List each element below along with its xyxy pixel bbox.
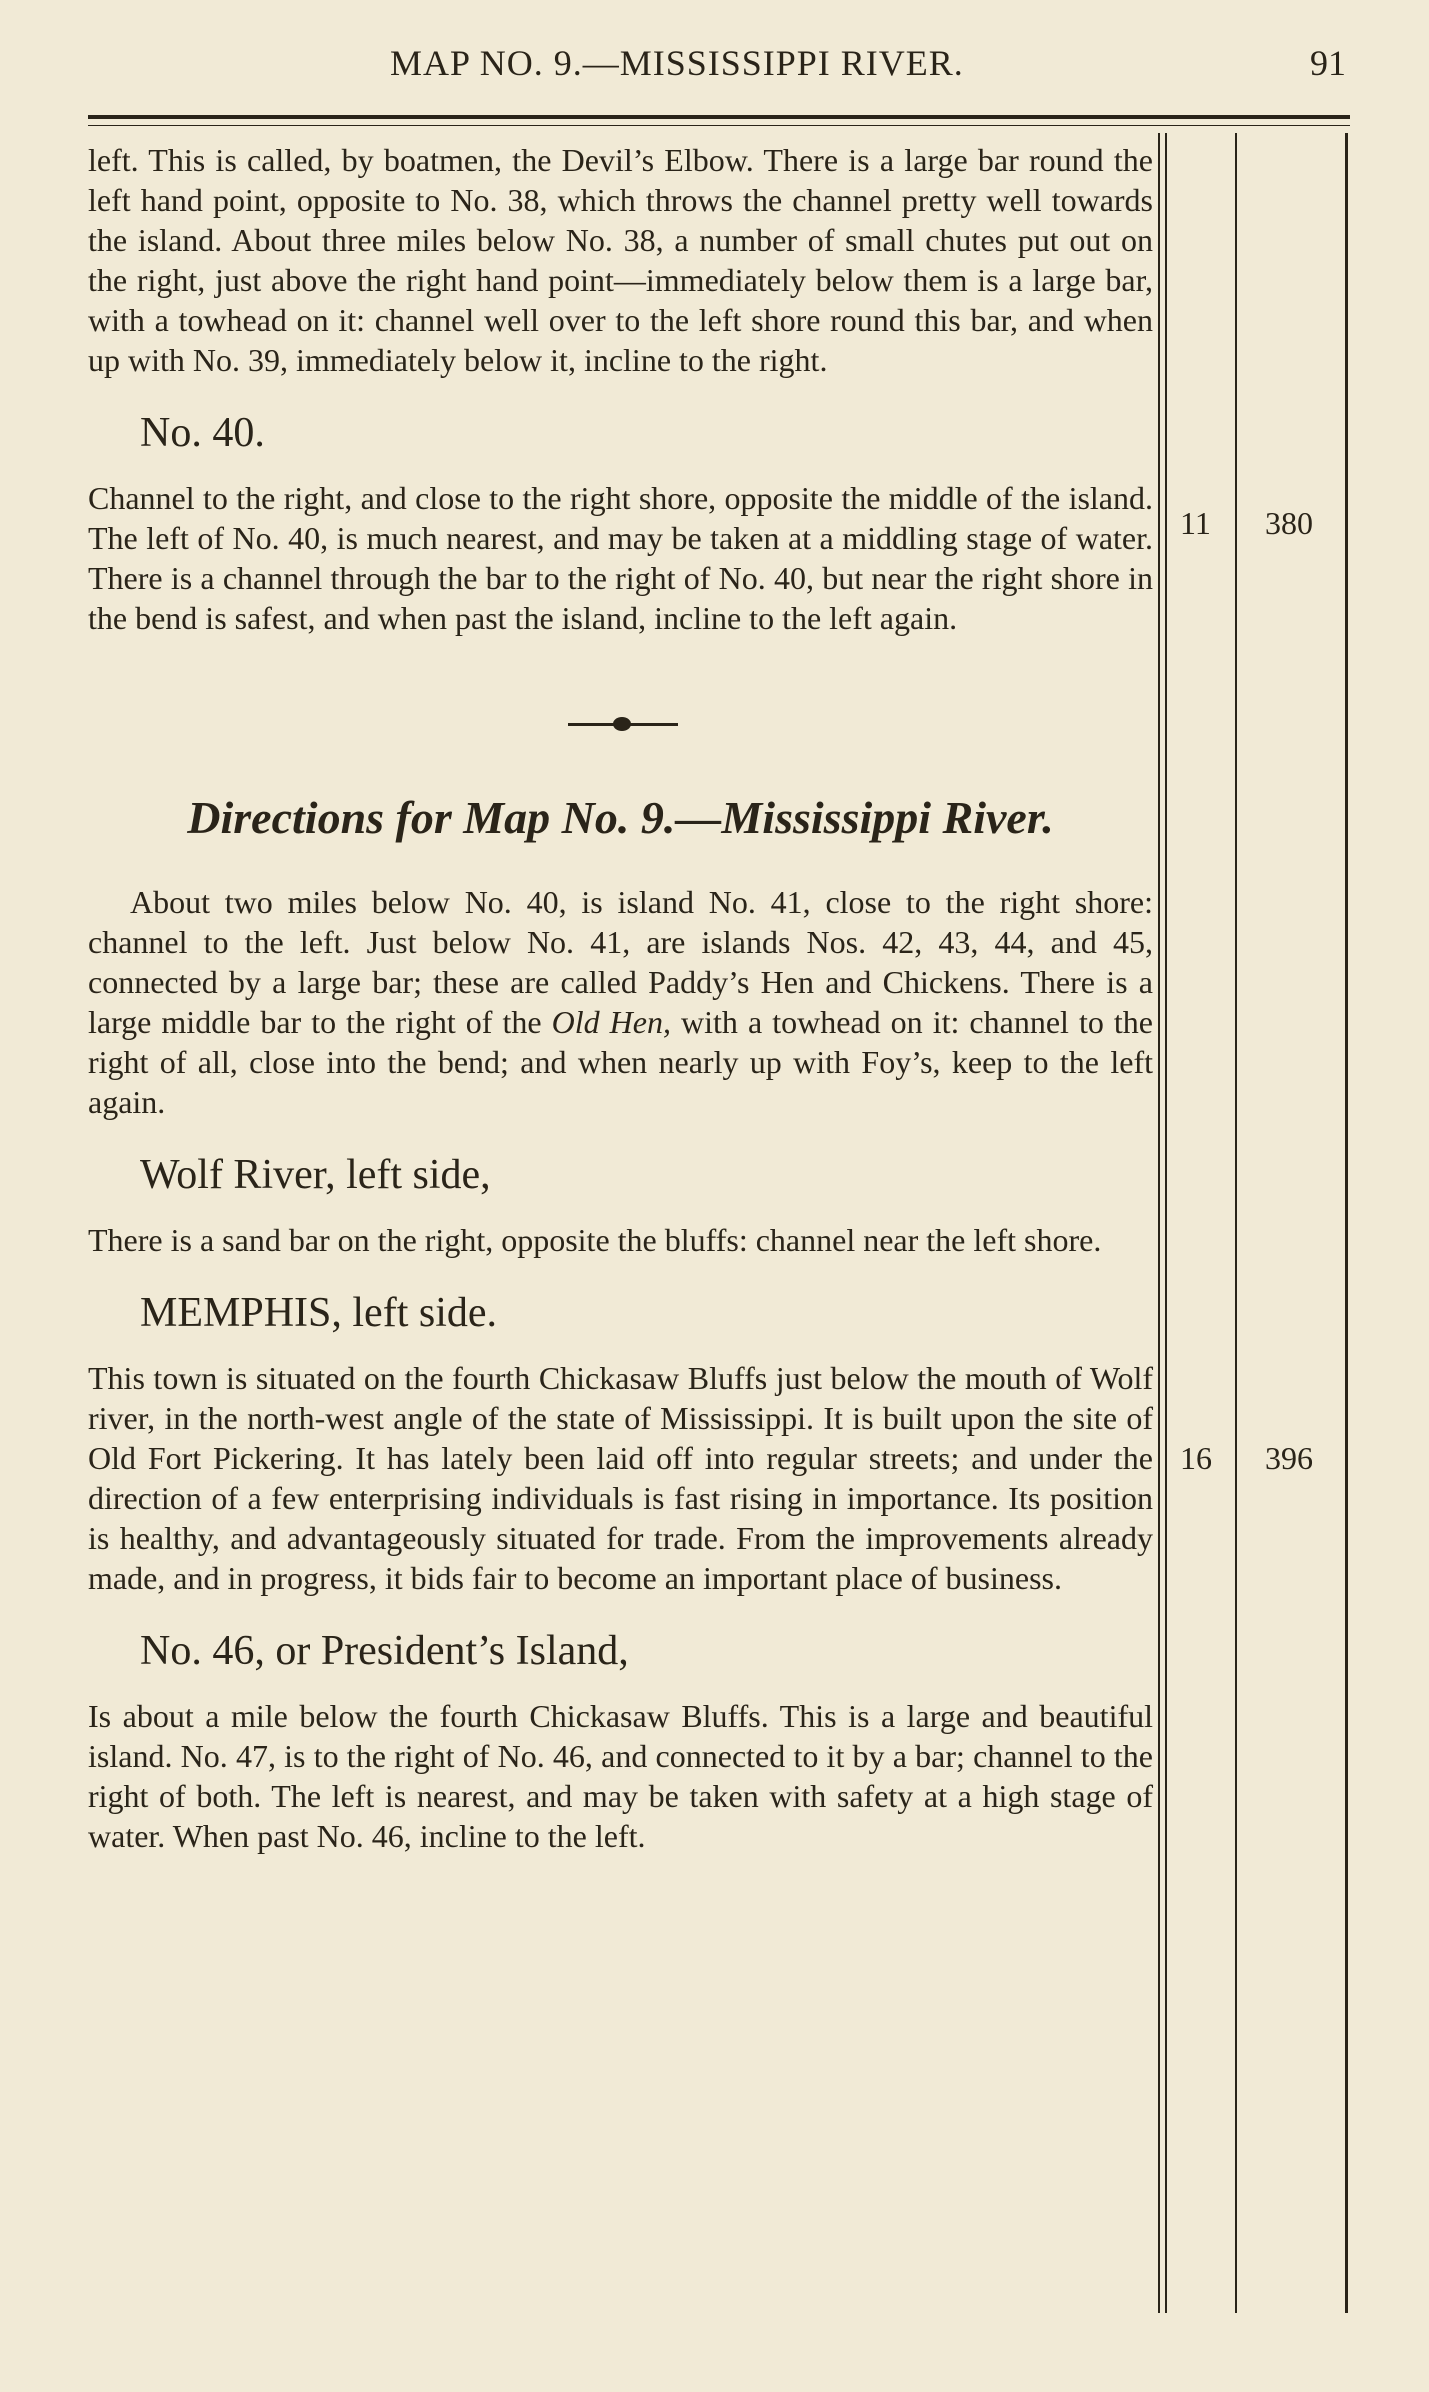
header-rule-thick [88, 115, 1350, 119]
cumulative-wolf-river: 396 [1265, 1440, 1313, 1476]
distance-wolf-river: 16 [1180, 1440, 1212, 1476]
column-rule [1235, 133, 1237, 2313]
heading-memphis: MEMPHIS, left side. [140, 1290, 498, 1336]
distance-no-40: 11 [1180, 505, 1211, 541]
paragraph-intro: About two miles below No. 40, is island No. 41, close to the right shore: channel to the left. Just below No. 41, are islands Nos. 42, 43, 44, and 45, connected by a large bar; these are called Paddy’s Hen and Chickens. There is a large middle bar to the right of the Old Hen, with a towhead on it: channel to the right of all, close into the bend; and when nearly up with Foy’s, keep to the left again. [88, 884, 1154, 1120]
italic-old-hen: Old Hen, [551, 1004, 671, 1040]
heading-no-46: No. 46, or President’s Island, [140, 1628, 629, 1674]
paragraph-memphis: This town is situated on the fourth Chickasaw Bluffs just below the mouth of Wolf river, in the north-west angle of the state of Mississippi. It is built upon the site of Old Fort Pickering. It has lately been laid off into regular streets; and under the direction of a few enterprising individuals is fast rising in importance. Its position is healthy, and advantageously situated for trade. From the improvements already made, and in progress, it bids fair to become an important place of business. [88, 1360, 1153, 1596]
paragraph-wolf-river: There is a sand bar on the right, opposite the bluffs: channel near the left shore. [88, 1222, 1102, 1258]
page-number: 91 [1310, 43, 1346, 83]
running-title: MAP NO. 9.—MISSISSIPPI RIVER. [390, 43, 964, 83]
heading-wolf-river: Wolf River, left side, [140, 1152, 491, 1198]
column-rule [1158, 133, 1160, 2313]
section-heading: Directions for Map No. 9.—Mississippi River. [187, 792, 1054, 843]
heading-memphis-caps: MEMPHIS, [140, 1290, 342, 1336]
column-rule [1165, 133, 1167, 2313]
paragraph-no-40: Channel to the right, and close to the right shore, opposite the middle of the island. The left of No. 40, is much nearest, and may be taken at a middling stage of water. There is a channel through the bar to the right of No. 40, but near the right shore in the bend is safest, and when past the island, incline to the left again. [88, 480, 1153, 636]
cumulative-no-40: 380 [1265, 505, 1313, 541]
paragraph-devils-elbow: left. This is called, by boatmen, the Devil’s Elbow. There is a large bar round the left hand point, opposite to No. 38, which throws the channel pretty well towards the island. About three miles below No. 38, a number of small chutes put out on the right, just above the right hand point—immediately below them is a large bar, with a towhead on it: channel well over to the left shore round this bar, and when up with No. 39, immediately below it, incline to the right. [88, 142, 1153, 378]
section-divider-ornament [88, 638, 1153, 788]
paragraph-no-46: Is about a mile below the fourth Chickasaw Bluffs. This is a large and beautiful island. No. 47, is to the right of No. 46, and connected to it by a bar; channel to the right of both. The left is nearest, and may be taken with safety at a high stage of water. When past No. 46, incline to the left. [88, 1698, 1153, 1854]
column-rule [1345, 133, 1348, 2313]
main-text-column [88, 140, 1153, 1856]
header-rule-thin [88, 125, 1350, 126]
heading-no-40: No. 40. [140, 410, 265, 456]
